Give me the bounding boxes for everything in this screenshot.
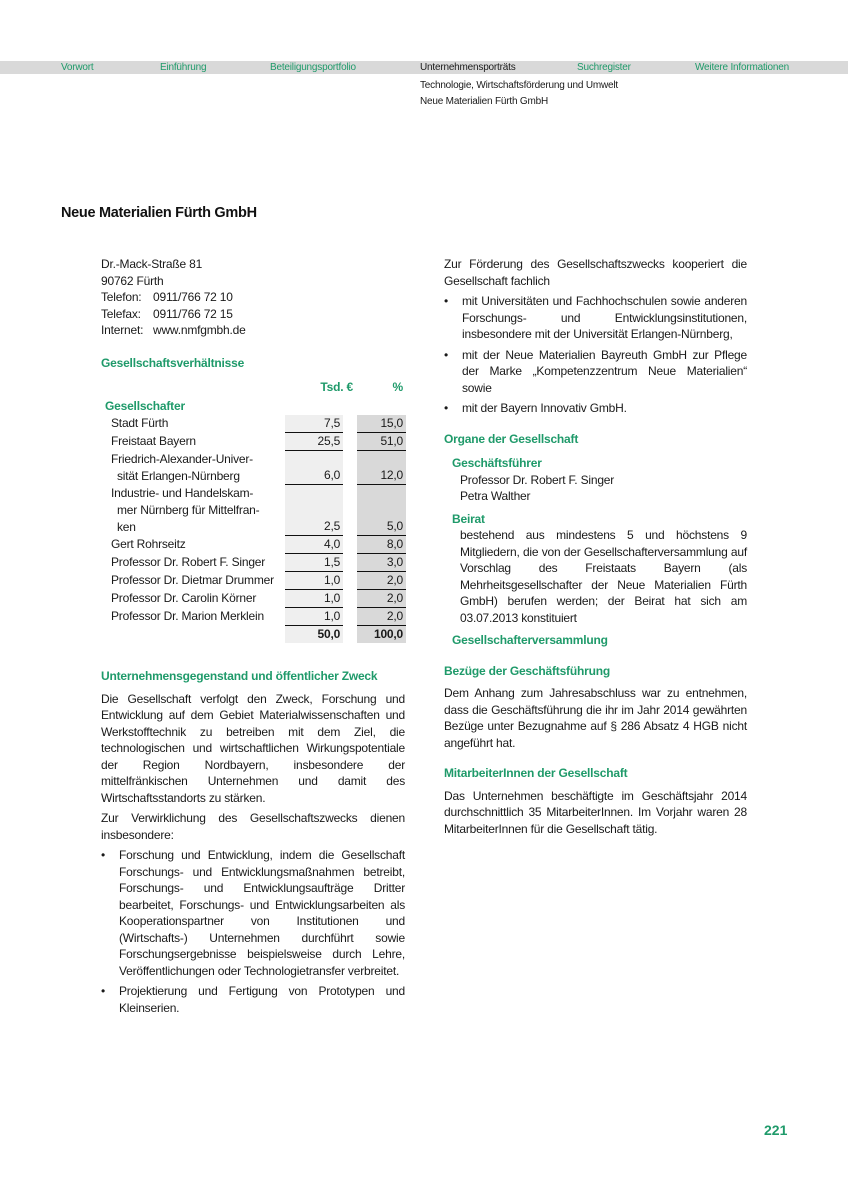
group-label: Gesellschafter [105,399,185,413]
purpose-intro: Zur Verwirklichung des Gesellschaftszwecks dienen insbesondere: [101,811,405,842]
purpose-paragraph: Die Gesellschaft verfolgt den Zweck, Forschung und Entwicklung auf dem Gebiet Materialwissenschaften und Werkstofftechnik zu betreiben mit dem Ziel, die technologischen und wirtschaftlichen Wirkungspotentiale der Region Nordbayern, insbesondere der mittelfränkischen Unternehmen und damit des Wirtschaftsstandorts zu stärken. [101,691,405,805]
table-row [101,415,406,433]
shareholder-name-line: Friedrich-Alexander-Univer- [111,452,253,466]
address-city: 90762 Fürth [101,273,164,288]
fax-label: Telefax: [101,306,141,321]
bullet-icon: • [444,347,449,362]
nav-weitere-informationen[interactable]: Weitere Informationen [695,62,789,73]
list-item: • Projektierung und Fertigung von Prototypen und Kleinserien. [101,984,405,1015]
page-number: 221 [764,1122,788,1138]
table-row [101,572,406,590]
table-row [101,554,406,572]
address-block [101,256,411,339]
table-row [101,608,406,626]
shareholder-name-line: Professor Dr. Marion Merklein [111,609,264,623]
share-eur: 2,5 [285,485,343,536]
share-eur: 1,0 [285,608,343,626]
share-eur: 1,0 [285,572,343,590]
share-percent: 8,0 [357,536,406,554]
web-label: Internet: [101,323,144,337]
share-eur: 7,5 [285,415,343,433]
employees-text: Das Unternehmen beschäftigte im Geschäftsjahr 2014 durchschnittlich 35 MitarbeiterInnen. Im Vorjahr waren 28 MitarbeiterInnen für die Gesellschaft tätig. [444,788,747,836]
page-title: Neue Materialien Fürth GmbH [61,205,257,221]
phone-value: 0911/766 72 10 [153,290,233,304]
board-text: bestehend aus mindestens 5 und höchstens 9 Mitgliedern, die von der Gesellschafterversammlung auf Vorschlag des Freistaats Bayern (als Mehrheitsgesellschafter der Neue Materialien Fürth GmbH) berufen werden; der Beirat hat sich am 03.07.2013 konstituiert [460,528,747,625]
right-column [444,256,747,837]
shareholder-name [101,485,285,536]
share-percent: 51,0 [357,433,406,451]
breadcrumb-company: Neue Materialien Fürth GmbH [420,96,548,107]
share-eur: 4,0 [285,536,343,554]
ownership-table [101,380,406,643]
list-item: • mit der Bayern Innovativ GmbH. [444,401,627,415]
shareholder-name-line: Stadt Fürth [111,416,169,430]
shareholder-name-line: Industrie- und Handelskam- [111,486,254,500]
purpose-heading: Unternehmensgegenstand und öffentlicher Zweck [101,669,378,683]
share-percent: 12,0 [357,451,406,485]
bullet-icon: • [444,294,449,308]
shareholder-name [101,415,285,433]
organs-heading: Organe der Gesellschaft [444,431,579,446]
board-heading: Beirat [452,511,485,526]
compensation-text: Dem Anhang zum Jahresabschluss war zu entnehmen, dass die Geschäftsführung die ihr im Jahr 2014 gewährten Bezüge unter Bezugnahme auf § 286 Absatz 4 HGB nicht angeführt hat. [444,686,747,750]
bullet-icon: • [101,984,106,998]
shareholder-name-line: Professor Dr. Carolin Körner [111,591,257,605]
fax-value: 0911/766 72 15 [153,306,233,321]
share-eur: 25,5 [285,433,343,451]
share-percent: 2,0 [357,572,406,590]
share-eur: 1,0 [285,590,343,608]
managers-heading: Geschäftsführer [452,456,542,470]
top-navigation [0,61,848,74]
nav-beteiligungsportfolio[interactable]: Beteiligungsportfolio [270,62,356,73]
purpose-list [101,847,405,1016]
shareholder-name [101,554,285,572]
share-eur: 6,0 [285,451,343,485]
shareholder-name-line: Gert Rohrseitz [111,537,186,551]
table-row [101,536,406,554]
cooperation-list [444,293,747,417]
column-header-percent: % [392,380,403,394]
table-row [101,590,406,608]
manager-name: Petra Walther [460,489,531,503]
purpose-section [101,668,405,1016]
nav-suchregister[interactable]: Suchregister [577,62,631,73]
shareholder-name [101,433,285,451]
shareholder-name-line: Professor Dr. Dietmar Drummer [111,573,274,587]
bullet-icon: • [101,848,106,862]
breadcrumb-category: Technologie, Wirtschaftsförderung und Umwelt [420,80,618,91]
shareholder-name [101,451,285,485]
address-fax [101,306,411,323]
shareholder-name-line: sität Erlangen-Nürnberg [117,469,240,483]
shareholder-name-line: mer Nürnberg für Mittelfran- [117,503,260,517]
nav-vorwort[interactable]: Vorwort [61,62,94,73]
list-item: • mit der Neue Materialien Bayreuth GmbH zur Pflege der Marke „Kompetenzzentrum Neue Materialien“ sowie [444,347,747,395]
assembly-heading: Gesellschafterversammlung [452,633,608,647]
table-header [101,380,406,398]
shareholder-name [101,608,285,626]
share-percent: 2,0 [357,590,406,608]
shareholder-name-line: Freistaat Bayern [111,434,196,448]
cooperation-intro: Zur Förderung des Gesellschaftszwecks kooperiert die Gesellschaft fachlich [444,257,747,288]
column-header-eur: Tsd. € [320,380,353,394]
web-link[interactable]: www.nmfgmbh.de [153,323,246,337]
table-row [101,433,406,451]
shareholder-name-line: ken [117,520,136,534]
address-street: Dr.-Mack-Straße 81 [101,257,203,271]
table-row [101,485,406,536]
phone-label: Telefon: [101,290,142,304]
manager-name: Professor Dr. Robert F. Singer [460,472,615,487]
list-item: • mit Universitäten und Fachhochschulen sowie anderen Forschungs- und Entwicklungsinstitutionen, insbesondere mit der Universität Erlangen-Nürnberg, [444,294,747,341]
shareholder-name [101,590,285,608]
address-phone [101,289,411,306]
nav-unternehmensportraets[interactable]: Unternehmensporträts [420,62,516,73]
compensation-heading: Bezüge der Geschäftsführung [444,663,610,678]
employees-heading: MitarbeiterInnen der Gesellschaft [444,766,628,780]
address-web [101,322,411,339]
list-item: • Forschung und Entwicklung, indem die Gesellschaft Forschungs- und Entwicklungsmaßnahmen betreibt, Forschungs- und Entwicklungsaufträge Dritter bearbeitet, Forschungs- und Entwicklungsarbeiten als Kooperationspartner von Institutionen und (Wirtschafts-) Unternehmen durchführt sowie Forschungsergebnisse beispielsweise durch Lehre, Veröffentlichungen oder Technologietransfer verbreitet. [101,848,405,978]
shareholder-name [101,572,285,590]
nav-einfuehrung[interactable]: Einführung [160,62,207,73]
share-percent: 15,0 [357,415,406,433]
table-row [101,451,406,485]
share-percent: 5,0 [357,485,406,536]
table-total-row [101,626,406,643]
share-percent: 3,0 [357,554,406,572]
share-eur: 1,5 [285,554,343,572]
shareholder-name-line: Professor Dr. Robert F. Singer [111,555,266,569]
shareholder-name [101,536,285,554]
bullet-icon: • [444,401,449,415]
share-percent: 2,0 [357,608,406,626]
total-eur: 50,0 [285,626,343,643]
total-percent: 100,0 [357,626,406,643]
ownership-heading: Gesellschaftsverhältnisse [101,356,245,370]
